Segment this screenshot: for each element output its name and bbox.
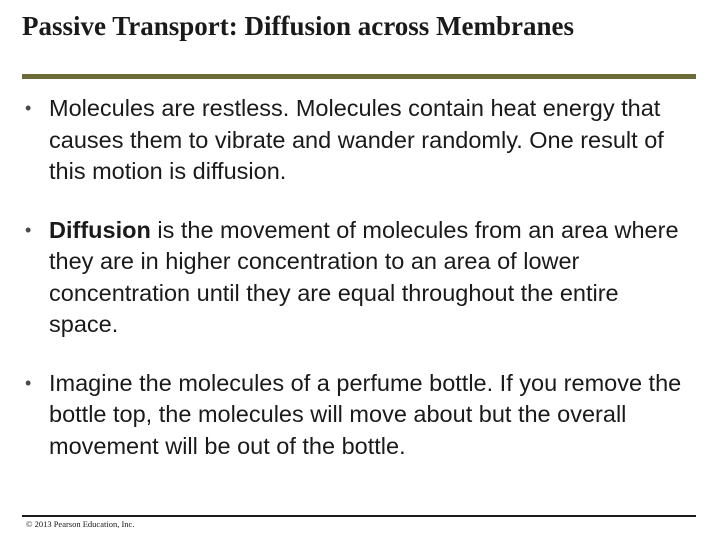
bullet-item-1 (22, 93, 690, 188)
bullet-text-body: Imagine the molecules of a perfume bottle. If you remove the bottle top, the molecules will move about but the overall movement will be out of the bottle. (49, 369, 682, 459)
bullet-text (49, 370, 681, 459)
bullet-marker: • (25, 219, 32, 240)
bullet-marker: • (25, 98, 32, 118)
bullet-text (49, 217, 679, 338)
title-divider (22, 74, 696, 79)
bullet-marker: • (25, 372, 32, 393)
bullet-text (49, 95, 664, 184)
bullet-list (22, 93, 690, 462)
copyright-notice: © 2013 Pearson Education, Inc. (26, 519, 135, 529)
bullet-text-body: Molecules are restless. Molecules contain heat energy that causes them to vibrate and wander randomly. One result of this motion is diffusion. (49, 95, 664, 184)
bullet-item-3 (22, 368, 690, 463)
slide-title: Passive Transport: Diffusion across Membranes (22, 11, 574, 41)
footer-divider (22, 515, 696, 517)
bullet-text-body: is the movement of molecules from an area where they are in higher concentration to an area of lower concentration until they are equal throughout the entire space. (49, 216, 679, 337)
bullet-term: Diffusion (49, 216, 151, 243)
bullet-item-2 (22, 215, 690, 341)
